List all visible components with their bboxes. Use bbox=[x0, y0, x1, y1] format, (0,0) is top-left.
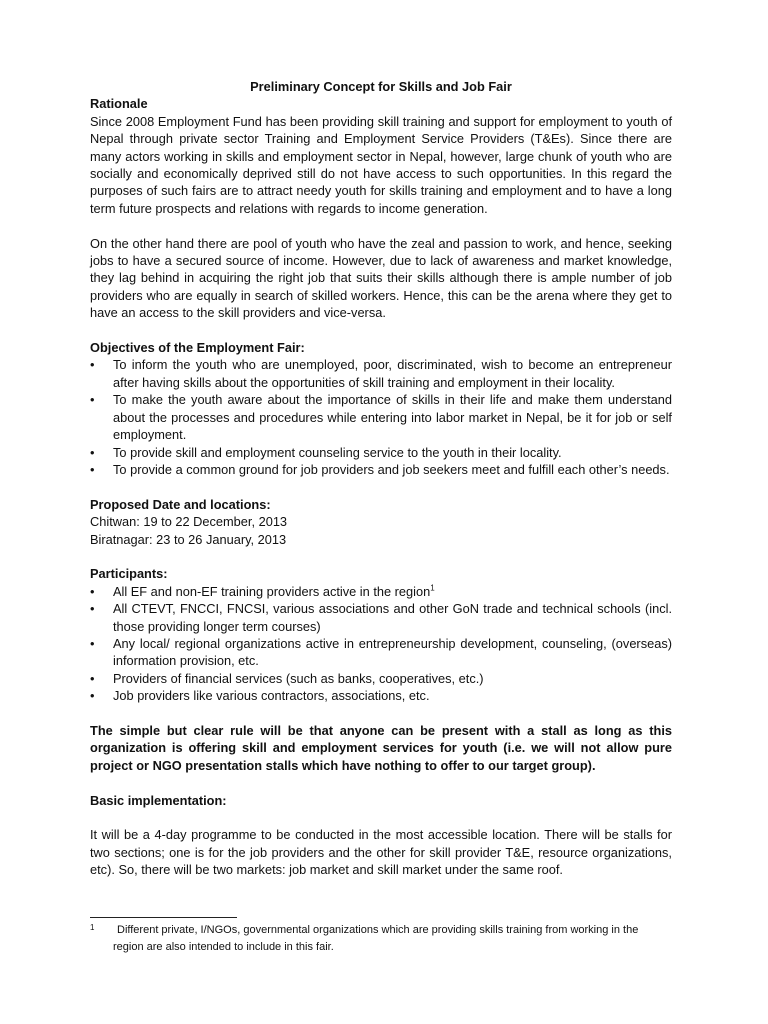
footnote-separator bbox=[90, 917, 237, 918]
rationale-paragraph-1: Since 2008 Employment Fund has been providing skill training and support for employment to youth of Nepal through private sector Training and Employment Service Providers (T&Es). Since there are many actors working in skills and employment sector in Nepal, however, large chunk of youth who are socially and economically deprived still do not have access to such opportunities. In this regard the purposes of such fairs are to attract needy youth for skills training and employment and to have a long term future prospects and relations with regards to income generation. bbox=[90, 113, 672, 216]
rationale-paragraph-2: On the other hand there are pool of youth who have the zeal and passion to work, and hence, seeking jobs to have a secured source of income. However, due to lack of awareness and market knowledge, they lag behind in acquiring the right job that suits their skills although there is ample number of job providers who are equally in search of skilled workers. Hence, this can be the arena where they get to have an access to the skill providers and vice-versa. bbox=[90, 235, 672, 321]
footnote bbox=[90, 922, 670, 956]
spacer bbox=[90, 809, 672, 826]
rule-statement: The simple but clear rule will be that anyone can be present with a stall as long as this organization is offering skill and employment services for youth (i.e. we will not allow pure project or NGO presentation stalls which have nothing to offer to our target group). bbox=[90, 722, 672, 773]
dates-heading: Proposed Date and locations: bbox=[90, 496, 271, 512]
bullet-icon: • bbox=[90, 461, 95, 477]
date-line-chitwan: Chitwan: 19 to 22 December, 2013 bbox=[90, 514, 288, 530]
spacer bbox=[90, 478, 672, 495]
participants-list bbox=[90, 583, 672, 705]
bullet-icon: • bbox=[90, 444, 95, 460]
participants-heading: Participants: bbox=[90, 566, 168, 582]
list-item: • Job providers like various contractors, associations, etc. bbox=[90, 688, 430, 704]
bullet-icon: • bbox=[90, 583, 95, 599]
list-item: • To inform the youth who are unemployed, poor, discriminated, wish to become an entrepreneur after having skills about the opportunities of skill training and employment in their locality. bbox=[90, 357, 672, 390]
spacer bbox=[90, 705, 672, 722]
spacer bbox=[90, 217, 672, 234]
objectives-heading: Objectives of the Employment Fair: bbox=[90, 340, 305, 356]
list-item: • To provide a common ground for job providers and job seekers meet and fulfill each other’s needs. bbox=[90, 461, 670, 477]
implementation-heading: Basic implementation: bbox=[90, 792, 227, 808]
date-line-biratnagar: Biratnagar: 23 to 26 January, 2013 bbox=[90, 531, 287, 547]
bullet-icon: • bbox=[90, 688, 95, 704]
document-body bbox=[90, 78, 672, 879]
rationale-heading: Rationale bbox=[90, 96, 148, 112]
implementation-paragraph: It will be a 4-day programme to be conducted in the most accessible location. There will be stalls for two sections; one is for the job providers and the other for skill provider T&E, resource organizations, etc). So, there will be two markets: job market and skill market under the same roof. bbox=[90, 827, 672, 878]
bullet-icon: • bbox=[90, 670, 95, 686]
footnote-reference[interactable]: 1 bbox=[430, 583, 435, 593]
bullet-icon: • bbox=[90, 357, 95, 373]
list-item: • To provide skill and employment counseling service to the youth in their locality. bbox=[90, 444, 562, 460]
bullet-icon: • bbox=[90, 601, 95, 617]
footnote-mark: 1 bbox=[90, 923, 95, 932]
list-item: • All EF and non-EF training providers active in the region$^1$ bbox=[90, 583, 435, 599]
spacer bbox=[90, 774, 672, 791]
spacer bbox=[90, 548, 672, 565]
list-item: • To make the youth aware about the importance of skills in their life and make them understand about the processes and procedures while entering into labor market in Nepal, be it for job or self employment. bbox=[90, 392, 672, 443]
spacer bbox=[90, 322, 672, 339]
footnote-text: Different private, I/NGOs, governmental organizations which are providing skills training from working in the region are also intended to include in this fair. bbox=[113, 924, 639, 953]
document-title: Preliminary Concept for Skills and Job Fair bbox=[250, 79, 512, 94]
bullet-icon: • bbox=[90, 392, 95, 408]
list-item: • Providers of financial services (such as banks, cooperatives, etc.) bbox=[90, 670, 484, 686]
list-item: • Any local/ regional organizations active in entrepreneurship development, counseling, (overseas) information provision, etc. bbox=[90, 635, 672, 669]
objectives-list bbox=[90, 356, 672, 478]
list-item: • All CTEVT, FNCCI, FNCSI, various associations and other GoN trade and technical schools (incl. those providing longer term courses) bbox=[90, 601, 672, 634]
bullet-icon: • bbox=[90, 635, 95, 651]
